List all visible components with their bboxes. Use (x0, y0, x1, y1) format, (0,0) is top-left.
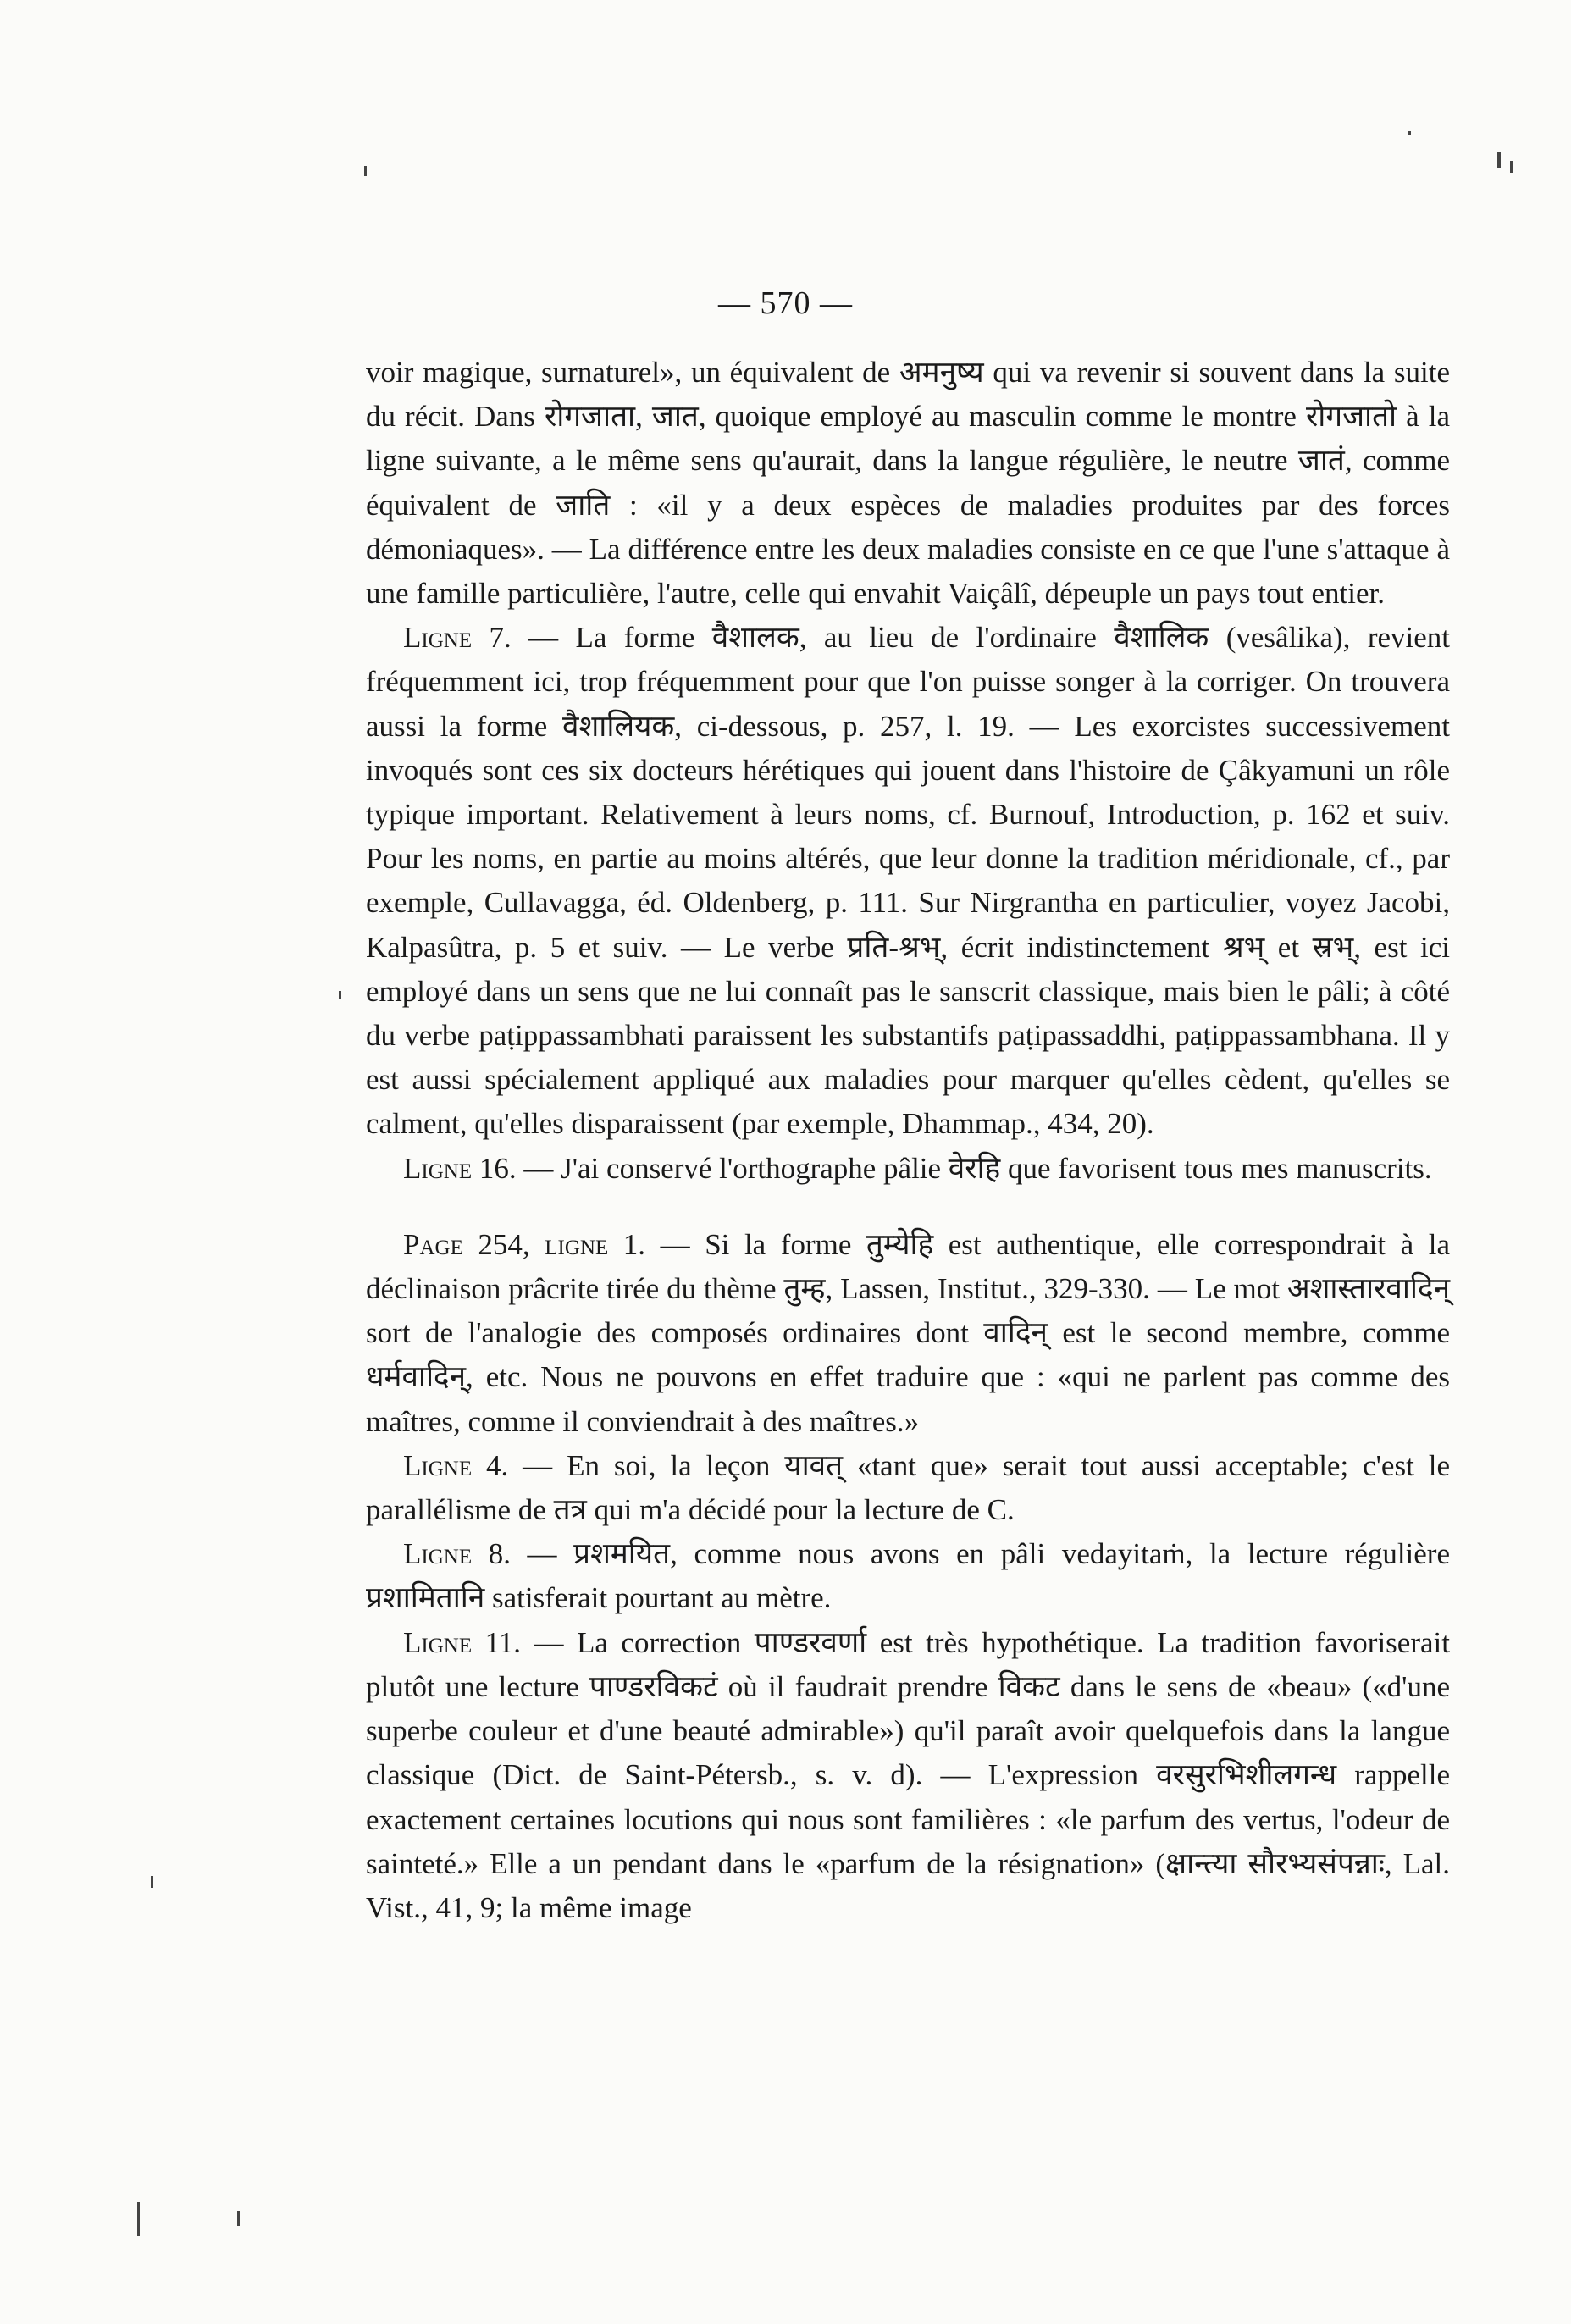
note-label: Ligne 16. (403, 1151, 517, 1185)
scan-speck (1408, 131, 1411, 135)
scan-speck (151, 1876, 153, 1888)
note-ligne-4 (366, 1444, 1450, 1532)
note-text: — प्रशमयित, comme nous avons en pâli vedayitaṁ, la lecture régulière प्रशामितानि satisferait pourtant au mètre. (366, 1537, 1450, 1615)
note-ligne-16 (366, 1147, 1450, 1191)
body-text (366, 351, 1450, 1930)
note-text: — La forme वैशालक, au lieu de l'ordinaire वैशालिक (vesâlika), revient fréquemment ici, trop fréquemment pour que l'on puisse songer à la corriger. On trouvera aussi la forme वैशालियक, ci-dessous, p. 257, l. 19. — Les exorcistes successivement invoqués sont ces six docteurs hérétiques qui jouent dans l'histoire de Çâkyamuni un rôle typique important. Relativement à leurs noms, cf. Burnouf, Introduction, p. 162 et suiv. Pour les noms, en partie au moins altérés, que leur donne la tradition méridionale, cf., par exemple, Cullavagga, éd. Oldenberg, p. 111. Sur Nirgrantha en particulier, voyez Jacobi, Kalpasûtra, p. 5 et suiv. — Le verbe प्रति-श्रभ्, écrit indistinctement श्रभ् et स्रभ्, est ici employé dans un sens que ne lui connaît pas le sanscrit classique, mais bien le pâli; à côté du verbe paṭippassambhati paraissent les substantifs paṭipassaddhi, paṭippassambhana. Il y est aussi spécialement appliqué aux maladies pour marquer qu'elles cèdent, qu'elles se calment, qu'elles disparaissent (par exemple, Dhammap., 434, 20). (366, 621, 1450, 1141)
note-text: — Si la forme तुम्येहि est authentique, elle correspondrait à la déclinaison prâcrite tirée du thème तुम्ह, Lassen, Institut., 329-330. — Le mot अशास्तारवादिन् sort de l'analogie des composés ordinaires dont वादिन् est le second membre, comme धर्मवादिन्, etc. Nous ne pouvons en effet traduire que : «qui ne parlent pas comme des maîtres, comme il conviendrait à des maîtres.» (366, 1227, 1450, 1438)
note-label: Page 254, ligne 1. (403, 1227, 646, 1261)
note-ligne-8 (366, 1532, 1450, 1620)
note-text: — J'ai conservé l'orthographe pâlie वेरहि que favorisent tous mes manuscrits. (516, 1151, 1432, 1185)
scan-speck (364, 166, 367, 176)
note-page-254-ligne-1 (366, 1223, 1450, 1444)
note-label: Ligne 7. (403, 621, 512, 655)
scan-speck (1510, 161, 1513, 173)
paragraph-text: voir magique, surnaturel», un équivalent de अमनुष्य qui va revenir si souvent dans la suite du récit. Dans रोगजाता, जात, quoique employé au masculin comme le montre रोगजातो à la ligne suivante, a le même sens qu'aurait, dans la langue régulière, le neutre जातं, comme équivalent de जाति : «il y a deux espèces de maladies produites par des forces démoniaques». — La différence entre les deux maladies consiste en ce que l'une s'attaque à une famille particulière, l'autre, celle qui envahit Vaiçâlî, dépeuple un pays tout entier. (366, 356, 1450, 611)
note-label: Ligne 8. (403, 1537, 511, 1571)
paragraph-continuation (366, 351, 1450, 616)
note-text: — En soi, la leçon यावत् «tant que» serait tout aussi acceptable; c'est le parallélisme de तत्र qui m'a décidé pour la lecture de C. (366, 1448, 1450, 1527)
note-label: Ligne 4. (403, 1448, 509, 1482)
scan-speck (137, 2202, 140, 2236)
scan-speck (237, 2211, 240, 2226)
note-label: Ligne 11. (403, 1625, 522, 1659)
note-ligne-7 (366, 616, 1450, 1146)
note-text: — La correction पाण्डरवर्णा est très hypothétique. La tradition favoriserait plutôt une lecture पाण्डरविकटं où il faudrait prendre विकट dans le sens de «beau» («d'une superbe couleur et d'une beauté admirable») qu'il paraît avoir quelquefois dans la langue classique (Dict. de Saint-Pétersb., s. v. d). — L'expression वरसुरभिशीलगन्ध rappelle exactement certaines locutions qui nous sont familières : «le parfum des vertus, l'odeur de sainteté.» Elle a un pendant dans le «parfum de la résignation» (क्षान्त्या सौरभ्यसंपन्नाः, Lal. Vist., 41, 9; la même image (366, 1625, 1450, 1924)
scan-speck (339, 991, 341, 999)
note-ligne-11 (366, 1621, 1450, 1930)
page-number: — 570 — (718, 285, 853, 321)
scan-speck (1497, 152, 1501, 168)
